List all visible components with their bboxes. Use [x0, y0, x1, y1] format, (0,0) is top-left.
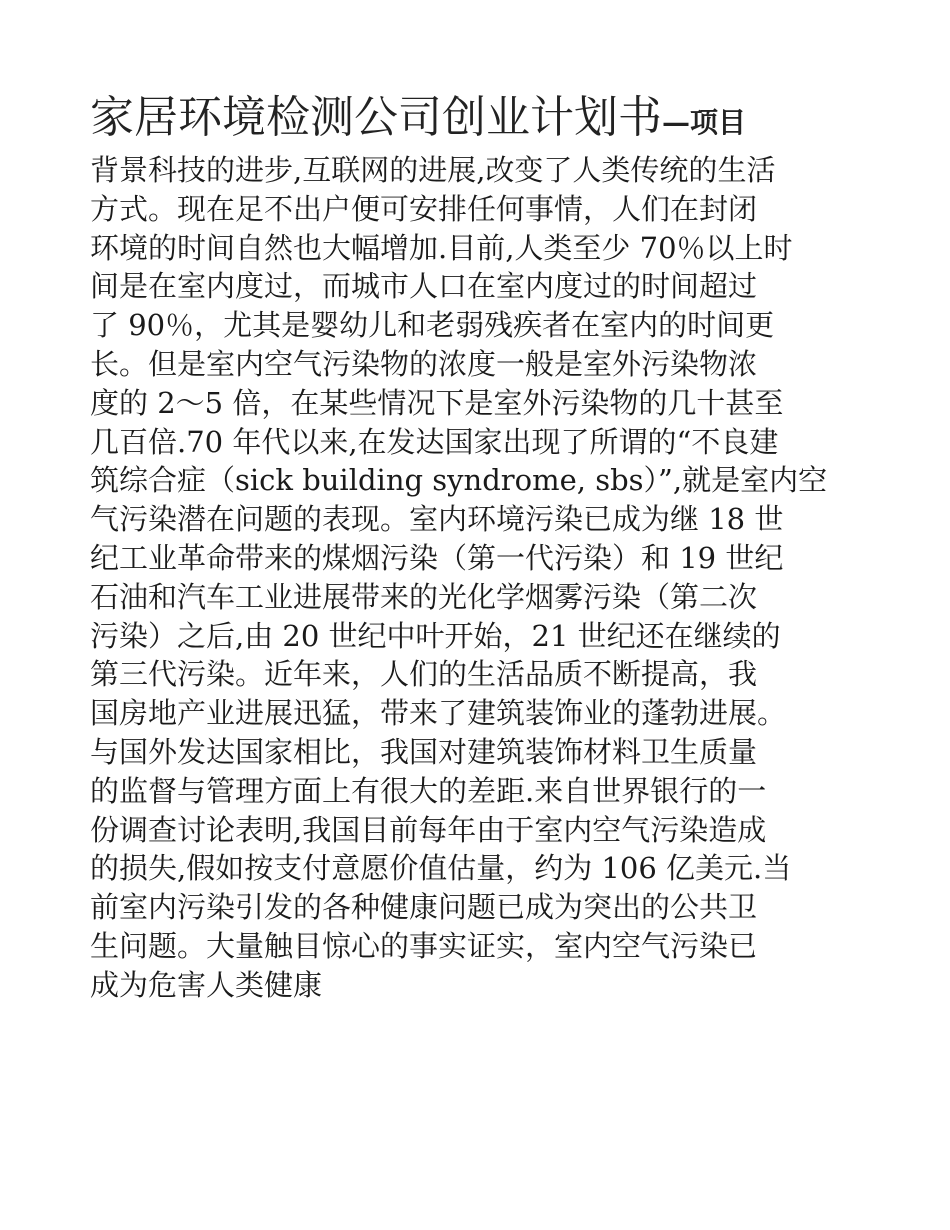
document-title [90, 90, 860, 151]
body-line: 石油和汽车工业进展带来的光化学烟雾污染（第二次 [90, 579, 758, 614]
body-line: 度的 2～5 倍，在某些情况下是室外污染物的几十甚至 [90, 385, 784, 420]
body-line: 国房地产业进展迅猛，带来了建筑装饰业的蓬勃进展。 [90, 696, 787, 731]
body-line: 第三代污染。近年来，人们的生活品质不断提高，我 [90, 657, 758, 692]
body-line: 生问题。大量触目惊心的事实证实，室内空气污染已 [90, 928, 758, 963]
body-line: 污染）之后,由 20 世纪中叶开始，21 世纪还在继续的 [90, 618, 781, 653]
title-main-text: 家居环境检测公司创业计划书 [90, 92, 662, 143]
body-line: 份调查讨论表明,我国目前每年由于室内空气污染造成 [90, 812, 767, 847]
body-line: 方式。现在足不出户便可安排任何事情，人们在封闭 [90, 191, 758, 226]
body-line: 前室内污染引发的各种健康问题已成为突出的公共卫 [90, 890, 758, 925]
body-line: 几百倍.70 年代以来,在发达国家出现了所谓的“不良建 [90, 424, 779, 459]
body-paragraph [90, 151, 860, 1005]
body-line: 间是在室内度过，而城市人口在室内度过的时间超过 [90, 269, 758, 304]
title-suffix-text: —项目 [662, 106, 747, 139]
body-line: 的监督与管理方面上有很大的差距.来自世界银行的一 [90, 773, 767, 808]
body-line: 的损失,假如按支付意愿价值估量，约为 106 亿美元.当 [90, 851, 792, 886]
document-page [90, 90, 860, 1005]
body-line: 与国外发达国家相比，我国对建筑装饰材料卫生质量 [90, 734, 758, 769]
body-line: 背景科技的进步,互联网的进展,改变了人类传统的生活 [90, 153, 776, 187]
body-line: 纪工业革命带来的煤烟污染（第一代污染）和 19 世纪 [90, 540, 784, 575]
body-line: 气污染潜在问题的表现。室内环境污染已成为继 18 世 [90, 502, 784, 537]
body-line: 环境的时间自然也大幅增加.目前,人类至少 70％以上时 [90, 230, 793, 265]
body-line: 长。但是室内空气污染物的浓度一般是室外污染物浓 [90, 346, 758, 381]
body-line: 成为危害人类健康 [90, 967, 323, 1002]
body-line: 筑综合症（sick building syndrome, sbs）”,就是室内空 [90, 463, 828, 498]
body-line: 了 90％，尤其是婴幼儿和老弱残疾者在室内的时间更 [90, 308, 775, 343]
